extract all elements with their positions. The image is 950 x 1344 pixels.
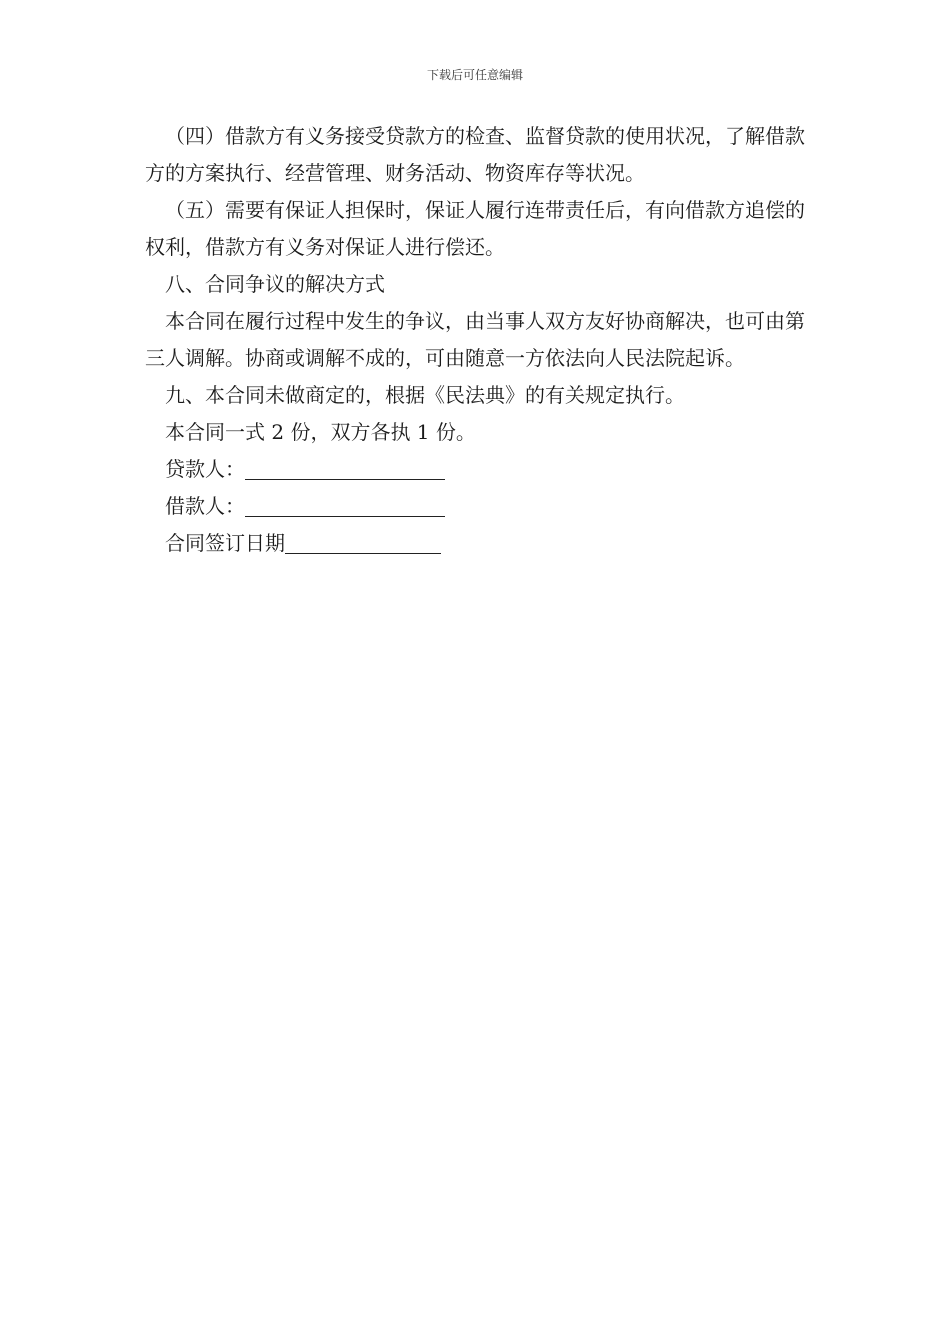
lender-label: 贷款人： bbox=[165, 457, 245, 481]
lender-signature-line bbox=[145, 451, 810, 488]
lender-signature-blank bbox=[245, 455, 445, 480]
borrower-signature-line bbox=[145, 488, 810, 525]
section-9-paragraph: 九、本合同未做商定的，根据《民法典》的有关规定执行。 bbox=[165, 383, 685, 407]
signing-date-blank bbox=[285, 529, 441, 554]
signing-date-label: 合同签订日期 bbox=[165, 531, 285, 555]
clause-5-paragraph: （五）需要有保证人担保时，保证人履行连带责任后，有向借款方追偿的权利，借款方有义务对保证人进行偿还。 bbox=[145, 198, 805, 259]
document-body bbox=[145, 118, 810, 562]
borrower-signature-blank bbox=[245, 492, 445, 517]
borrower-label: 借款人： bbox=[165, 494, 245, 518]
clause-4-paragraph: （四）借款方有义务接受贷款方的检查、监督贷款的使用状况，了解借款方的方案执行、经营管理、财务活动、物资库存等状况。 bbox=[145, 124, 805, 185]
copies-paragraph: 本合同一式 2 份，双方各执 1 份。 bbox=[165, 420, 476, 444]
section-8-heading: 八、合同争议的解决方式 bbox=[165, 272, 385, 296]
signing-date-line bbox=[145, 525, 810, 562]
section-8-paragraph: 本合同在履行过程中发生的争议，由当事人双方友好协商解决，也可由第三人调解。协商或调解不成的，可由随意一方依法向人民法院起诉。 bbox=[145, 309, 805, 370]
page-header: 下载后可任意编辑 bbox=[426, 68, 523, 82]
